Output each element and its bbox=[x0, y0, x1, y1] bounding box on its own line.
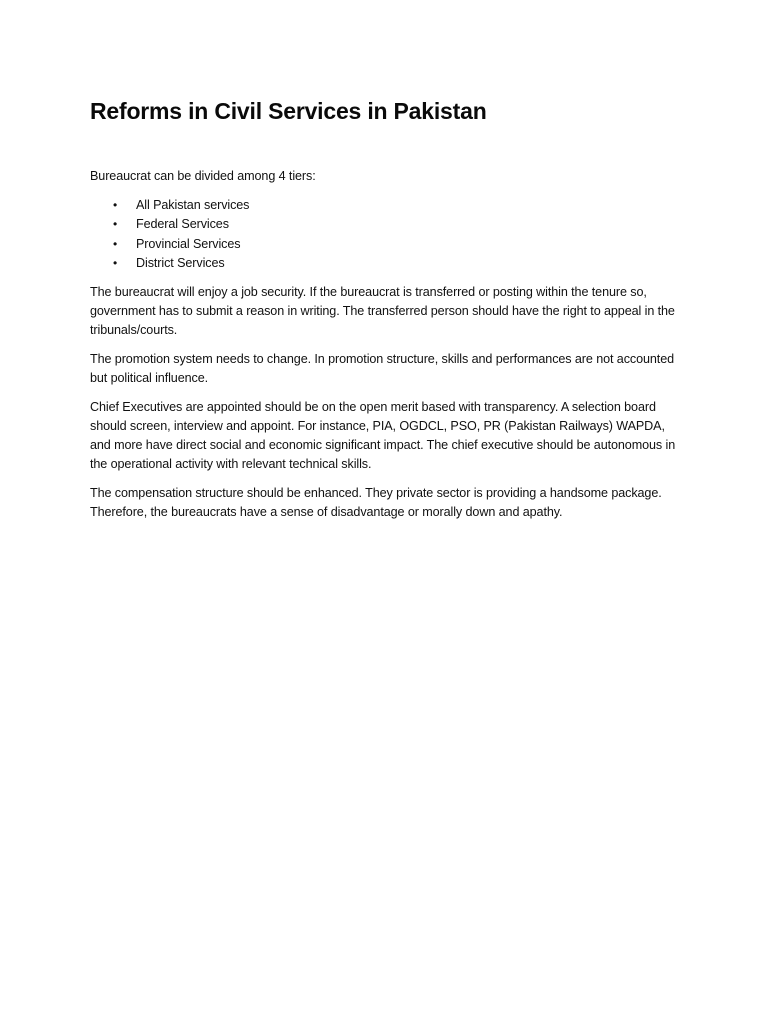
paragraph-compensation: The compensation structure should be enhanced. They private sector is providing a handsome package. Therefore, the bureaucrats have a sense of disadvantage or morally down and apathy. bbox=[90, 486, 662, 520]
paragraph-job-security: The bureaucrat will enjoy a job security. If the bureaucrat is transferred or posting within the tenure so, government has to submit a reason in writing. The transferred person should have the right to appeal in the tribunals/courts. bbox=[90, 285, 675, 338]
paragraph-promotion: The promotion system needs to change. In promotion structure, skills and performances are not accounted but political influence. bbox=[90, 352, 675, 386]
list-item-text: District Services bbox=[136, 255, 225, 270]
list-item bbox=[90, 196, 682, 215]
list-item bbox=[90, 215, 682, 234]
list-item-text: Provincial Services bbox=[136, 236, 241, 251]
document-body bbox=[90, 95, 682, 532]
bullet-icon: • bbox=[113, 198, 118, 212]
bullet-icon: • bbox=[113, 217, 118, 232]
bullet-icon: • bbox=[113, 236, 118, 251]
list-item bbox=[90, 254, 682, 273]
list-item bbox=[90, 235, 682, 254]
intro-paragraph: Bureaucrat can be divided among 4 tiers: bbox=[90, 169, 316, 183]
document-title: Reforms in Civil Services in Pakistan bbox=[90, 98, 487, 124]
list-item-text: Federal Services bbox=[136, 217, 229, 232]
tiers-list bbox=[90, 196, 682, 273]
bullet-icon: • bbox=[113, 255, 118, 270]
list-item-text: All Pakistan services bbox=[136, 198, 250, 212]
paragraph-chief-executives: Chief Executives are appointed should be on the open merit based with transparency. A selection board should screen, interview and appoint. For instance, PIA, OGDCL, PSO, PR (Pakistan Railways) WAPDA, and more have direct social and economic significant impact. The chief executive should be autonomous in the operational activity with relevant technical skills. bbox=[90, 400, 676, 472]
